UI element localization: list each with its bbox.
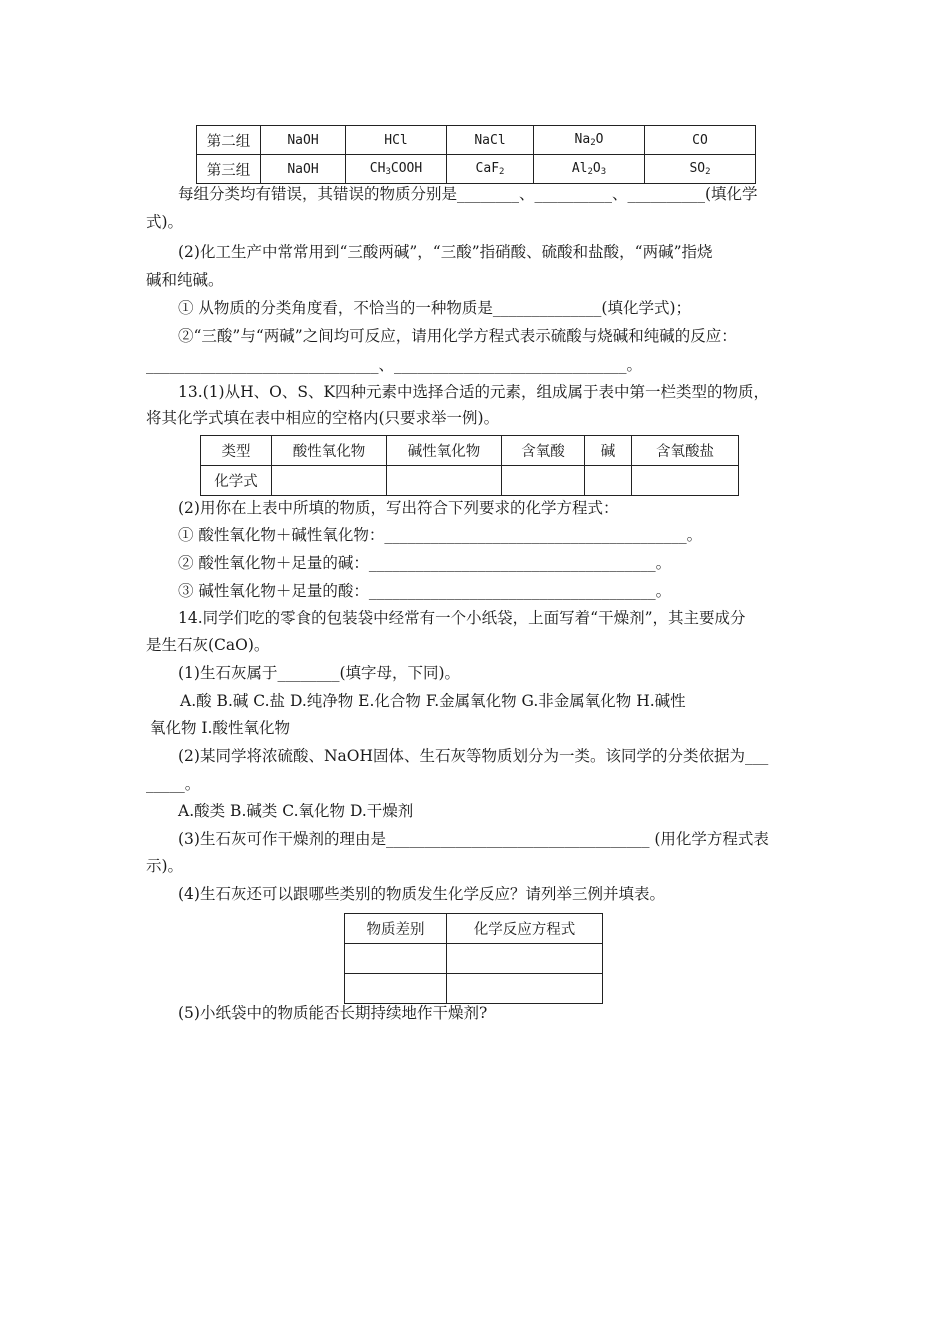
q14-1-options-2: 氧化物 I.酸性氧化物: [150, 719, 290, 737]
table-cell: [645, 155, 756, 184]
formula-caf2: CaF$_2$: [475, 161, 505, 177]
table-row: [345, 914, 603, 944]
formula-so2: $SO_2$: [689, 161, 711, 177]
q12-2-b: ②“三酸”与“两碱”之间均可反应，请用化学方程式表示硫酸与烧碱和纯碱的反应：: [178, 327, 737, 345]
q14-4: (4)生石灰还可以跟哪些类别的物质发生化学反应？请列举三例并填表。: [178, 885, 665, 903]
table-cell: [534, 126, 645, 155]
q14-3-line2: 示)。: [146, 857, 184, 875]
q12-2-line1: (2)化工生产中常常用到“三酸两碱”，“三酸”指硝酸、硫酸和盐酸，“两碱”指烧: [178, 243, 713, 261]
q13-2-b: ② 酸性氧化物＋足量的碱：_____________________________________。: [178, 554, 672, 572]
answer-cell[interactable]: [632, 466, 739, 496]
q12-error-line2: 式)。: [146, 213, 184, 231]
table-header: 化学反应方程式: [447, 914, 603, 944]
q14-2-line1: (2)某同学将浓硫酸、NaOH固体、生石灰等物质划分为一类。该同学的分类依据为___: [178, 747, 769, 765]
table-header: 碱: [585, 436, 632, 466]
formula-ch3cooh: $CH_3COOH$: [369, 161, 423, 177]
table-cell: NaOH: [261, 126, 346, 155]
answer-cell[interactable]: [272, 466, 387, 496]
table-row: [201, 466, 739, 496]
q13-2: (2)用你在上表中所填的物质，写出符合下列要求的化学方程式：: [178, 499, 619, 517]
q12-error-line: 每组分类均有错误，其错误的物质分别是________、__________、__________(填化学: [178, 185, 758, 203]
q13-2-c: ③ 碱性氧化物＋足量的酸：_____________________________________。: [178, 582, 672, 600]
table-header: 含氧酸: [502, 436, 585, 466]
table-cell: [447, 155, 534, 184]
table-cell: NaOH: [261, 155, 346, 184]
q13-line1: 13.(1)从H、O、S、K四种元素中选择合适的元素，组成属于表中第一栏类型的物质，: [178, 383, 770, 401]
q14-line1: 14.同学们吃的零食的包装袋中经常有一个小纸袋，上面写着“干燥剂”，其主要成分: [178, 609, 746, 627]
formula-al2o3: $Al_2O_3$: [571, 161, 607, 177]
table-cell: CO: [645, 126, 756, 155]
answer-cell[interactable]: [447, 944, 603, 974]
table-row: [345, 944, 603, 974]
table-header: 物质差别: [345, 914, 447, 944]
answer-cell[interactable]: [502, 466, 585, 496]
table-cell: 第二组: [197, 126, 261, 155]
table-row: [345, 974, 603, 1004]
table-header: 碱性氧化物: [387, 436, 502, 466]
formula-na2o: $Na_2O$: [574, 132, 604, 148]
table-cell: 第三组: [197, 155, 261, 184]
q14-2-options: A.酸类 B.碱类 C.氧化物 D.干燥剂: [178, 802, 414, 820]
q12-2-line2: 碱和纯碱。: [146, 271, 224, 289]
table-row-label: 化学式: [201, 466, 272, 496]
classification-table: [196, 125, 756, 184]
answer-cell[interactable]: [585, 466, 632, 496]
q13-line2: 将其化学式填在表中相应的空格内(只要求举一例)。: [146, 409, 500, 427]
answer-cell[interactable]: [345, 944, 447, 974]
table-header: 类型: [201, 436, 272, 466]
table-row: [201, 436, 739, 466]
table-header: 酸性氧化物: [272, 436, 387, 466]
q13-2-a: ① 酸性氧化物＋碱性氧化物：_______________________________________。: [178, 526, 703, 544]
table-cell: HCl: [346, 126, 447, 155]
table-header: 含氧酸盐: [632, 436, 739, 466]
q14-line2: 是生石灰(CaO)。: [146, 636, 270, 654]
q12-2-c: ______________________________、______________________________。: [146, 356, 643, 374]
table-cell: [346, 155, 447, 184]
q14-1: (1)生石灰属于________(填字母，下同)。: [178, 664, 461, 682]
table-row: [197, 126, 756, 155]
answer-cell[interactable]: [345, 974, 447, 1004]
q14-2-line2: _____。: [146, 775, 201, 793]
answer-cell[interactable]: [447, 974, 603, 1004]
formula-table: [200, 435, 739, 496]
table-cell: [534, 155, 645, 184]
table-row: [197, 155, 756, 184]
q14-5: (5)小纸袋中的物质能否长期持续地作干燥剂?: [178, 1004, 488, 1022]
q14-1-options-1: A.酸 B.碱 C.盐 D.纯净物 E.化合物 F.金属氧化物 G.非金属氧化物 H.碱性: [180, 692, 686, 710]
reaction-table: [344, 913, 603, 1004]
q12-2-a: ① 从物质的分类角度看，不恰当的一种物质是______________(填化学式)；: [178, 299, 692, 317]
q14-3-line1: (3)生石灰可作干燥剂的理由是__________________________________ (用化学方程式表: [178, 830, 769, 848]
answer-cell[interactable]: [387, 466, 502, 496]
table-cell: NaCl: [447, 126, 534, 155]
